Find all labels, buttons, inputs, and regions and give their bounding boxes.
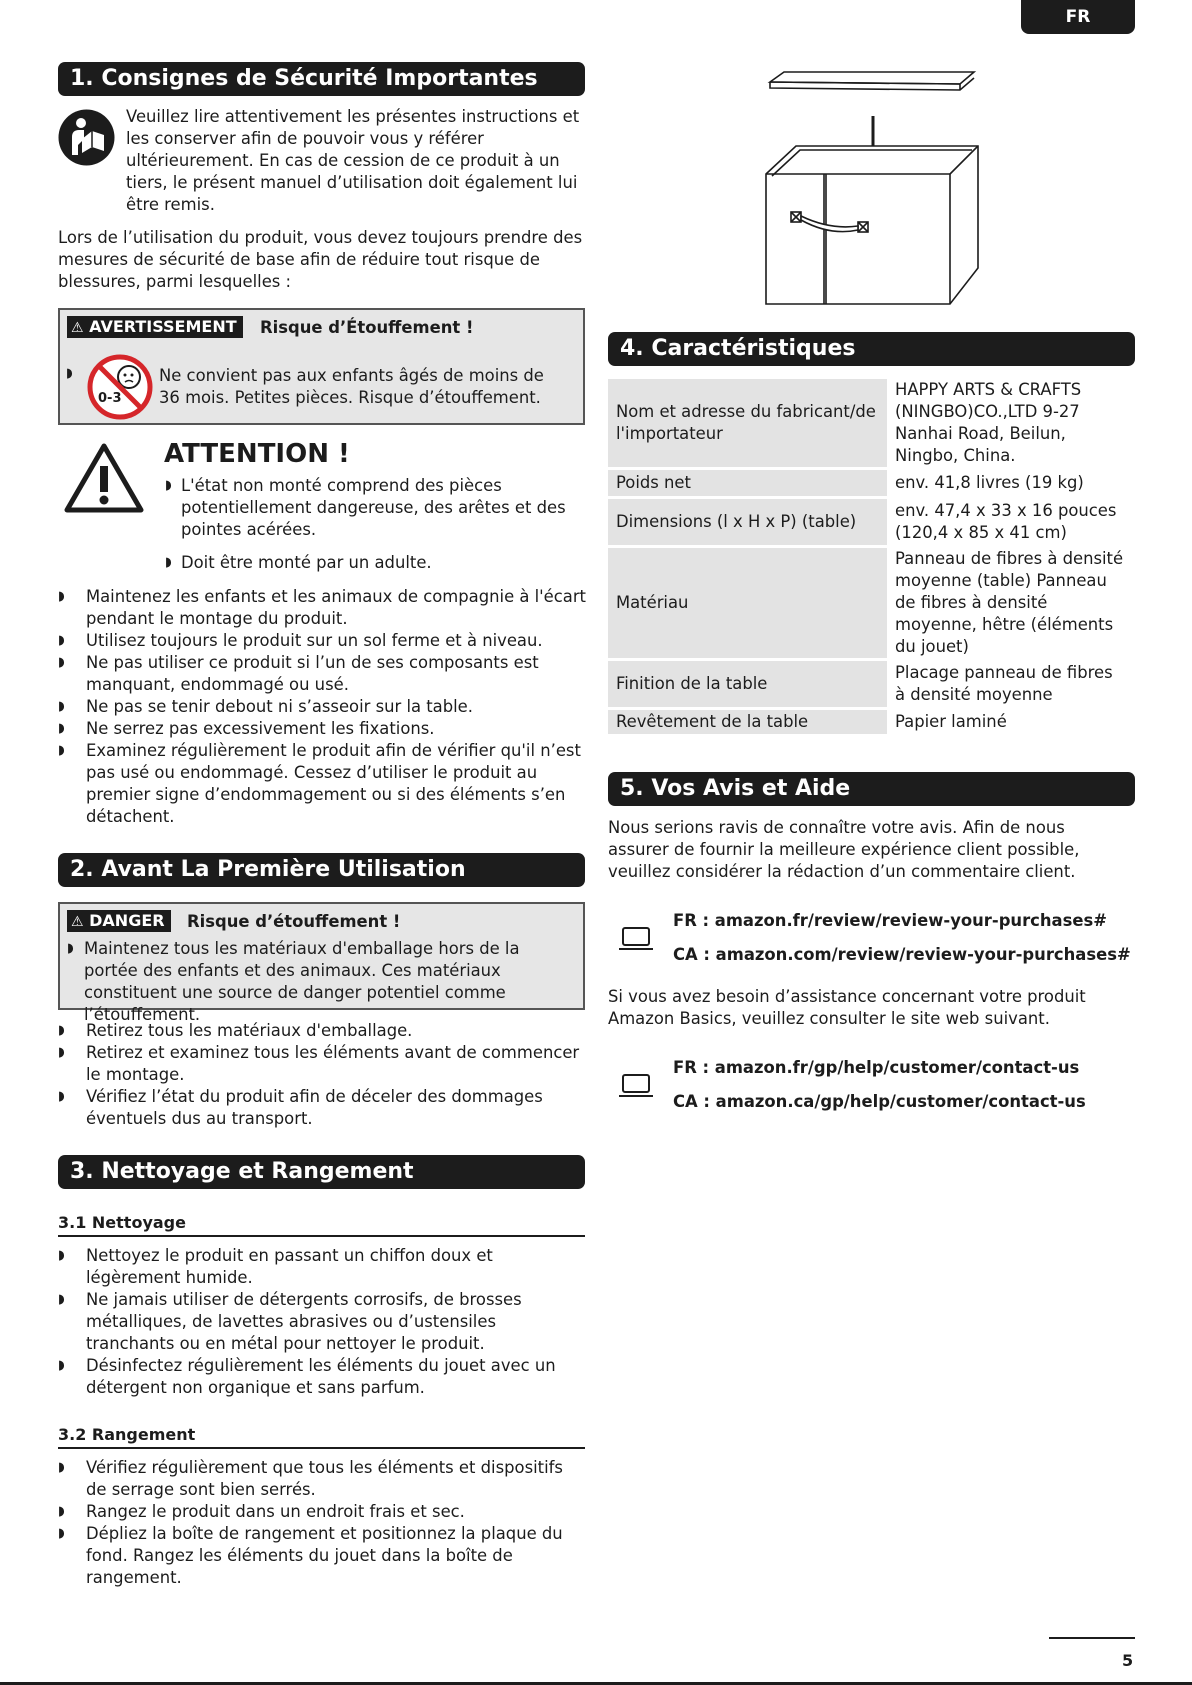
section4-title: 4. Caractéristiques [608, 332, 1135, 366]
spec-key: Matériau [608, 548, 887, 658]
laptop-icon [618, 925, 654, 953]
list-item: ◗ Désinfectez régulièrement les éléments du jouet avec un détergent non organique et sans parfum. [58, 1356, 556, 1397]
spec-key: Revêtement de la table [608, 710, 887, 734]
spec-value: Panneau de fibres à densité moyenne (table) Panneau de fibres à densité moyenne, hêtre (éléments du jouet) [895, 549, 1124, 656]
subsection-title-rangement: 3.2 Rangement [58, 1425, 585, 1449]
spec-key: Finition de la table [608, 661, 887, 707]
section1-intro: Veuillez lire attentivement les présentes instructions et les conserver afin de pouvoir vous y référer ultérieurement. En cas de cession de ce produit à un tiers, le présent manuel d’utilisation doit également lui être remis. [126, 107, 580, 214]
language-tab: FR [1021, 0, 1135, 34]
section5-intro: Nous serions ravis de connaître votre avis. Afin de nous assurer de fournir la meilleure expérience client possible, veuillez considérer la rédaction d’un commentaire client. [608, 818, 1080, 881]
warning-triangle-icon: ⚠ [71, 914, 84, 930]
bullet-icon: ◗ [58, 589, 65, 604]
table-row [608, 548, 1135, 658]
section1-title: 1. Consignes de Sécurité Importantes [58, 62, 585, 96]
table-row [608, 661, 1135, 707]
warning-triangle-icon [64, 442, 144, 514]
read-manual-icon [58, 109, 115, 166]
list-item: ◗ Retirez tous les matériaux d'emballage. [58, 1021, 413, 1040]
footer-divider [1049, 1637, 1135, 1639]
bullet-icon: ◗ [165, 555, 172, 570]
list-item: ◗ Nettoyez le produit en passant un chiffon doux et légèrement humide. [58, 1246, 493, 1287]
list-item: ◗ Retirez et examinez tous les éléments avant de commencer le montage. [58, 1043, 580, 1084]
spec-value: Papier laminé [895, 712, 1007, 731]
bullet-icon: ◗ [58, 721, 65, 736]
section1-lead: Lors de l’utilisation du produit, vous devez toujours prendre des mesures de sécurité de base afin de réduire tout risque de blessures, parmi lesquelles : [58, 228, 583, 291]
bullet-icon: ◗ [58, 1504, 65, 1519]
spec-value: HAPPY ARTS & CRAFTS (NINGBO)CO.,LTD 9-27 Nanhai Road, Beilun, Ningbo, China. [895, 380, 1082, 465]
bullet-icon: ◗ [58, 1358, 65, 1373]
bullet-icon: ◗ [58, 1460, 65, 1475]
warning-title: Risque d’Étouffement ! [260, 318, 474, 337]
danger-title: Risque d’étouffement ! [187, 912, 401, 931]
spec-key: Dimensions (l x H x P) (table) [608, 499, 887, 545]
bullet-icon: ◗ [58, 1292, 65, 1307]
spec-value: env. 47,4 x 33 x 16 pouces (120,4 x 85 x 41 cm) [895, 501, 1117, 542]
specifications-table [608, 376, 1135, 737]
spec-key: Nom et adresse du fabricant/de l'importateur [608, 379, 887, 467]
bullet-icon: ◗ [58, 1248, 65, 1263]
warning-label: ⚠ AVERTISSEMENT [67, 316, 243, 338]
storage-box-illustration [760, 68, 980, 310]
page-number: 5 [1122, 1651, 1134, 1670]
help-link-ca[interactable]: CA : amazon.ca/gp/help/customer/contact-us [673, 1092, 1086, 1111]
list-item: ◗ Rangez le produit dans un endroit frais et sec. [58, 1502, 465, 1521]
bullet-icon: ◗ [58, 699, 65, 714]
list-item: ◗ Dépliez la boîte de rangement et positionnez la plaque du fond. Rangez les éléments du jouet dans la boîte de rangement. [58, 1524, 563, 1587]
review-link-ca[interactable]: CA : amazon.com/review/review-your-purchases# [673, 945, 1131, 964]
bullet-icon: ◗ [58, 743, 65, 758]
attention-item: ◗ Doit être monté par un adulte. [165, 553, 432, 572]
bullet-icon: ◗ [58, 1089, 65, 1104]
bullet-icon: ◗ [58, 1045, 65, 1060]
help-link-fr[interactable]: FR : amazon.fr/gp/help/customer/contact-us [673, 1058, 1080, 1077]
laptop-icon [618, 1072, 654, 1100]
list-item: ◗ Utilisez toujours le produit sur un sol ferme et à niveau. [58, 631, 543, 650]
bullet-icon: ◗ [67, 941, 74, 956]
section3-title: 3. Nettoyage et Rangement [58, 1155, 585, 1189]
section2-title: 2. Avant La Première Utilisation [58, 853, 585, 887]
no-children-0-3-icon: 0-3 [86, 353, 154, 421]
list-item: ◗ Ne pas utiliser ce produit si l’un de ses composants est manquant, endommagé ou usé. [58, 653, 539, 694]
list-item: ◗ Vérifiez régulièrement que tous les éléments et dispositifs de serrage sont bien serrés. [58, 1458, 563, 1499]
section5-title: 5. Vos Avis et Aide [608, 772, 1135, 806]
spec-value: env. 41,8 livres (19 kg) [895, 473, 1084, 492]
bullet-icon: ◗ [58, 633, 65, 648]
bullet-icon: ◗ [165, 478, 172, 493]
subsection-title-nettoyage: 3.1 Nettoyage [58, 1213, 585, 1237]
list-item: ◗ Maintenez les enfants et les animaux de compagnie à l'écart pendant le montage du produit. [58, 587, 586, 628]
attention-item: ◗ L'état non monté comprend des pièces potentiellement dangereuse, des arêtes et des pointes acérées. [165, 476, 566, 539]
bullet-icon: ◗ [58, 1023, 65, 1038]
table-row [608, 710, 1135, 734]
warning-text: Ne convient pas aux enfants âgés de moins de 36 mois. Petites pièces. Risque d’étouffement. [159, 366, 544, 407]
table-row [608, 470, 1135, 496]
bullet-icon: ◗ [58, 1526, 65, 1541]
warning-triangle-icon: ⚠ [71, 320, 84, 336]
list-item: ◗ Ne serrez pas excessivement les fixations. [58, 719, 435, 738]
bullet-icon: ◗ [58, 655, 65, 670]
list-item: ◗ Examinez régulièrement le produit afin de vérifier qu'il n’est pas usé ou endommagé. Cessez d’utiliser le produit au premier signe d’endommagement ou si des éléments s’en détachent. [58, 741, 581, 826]
spec-key: Poids net [608, 470, 887, 496]
table-row [608, 379, 1135, 467]
table-row [608, 499, 1135, 545]
list-item: ◗ Vérifiez l’état du produit afin de déceler des dommages éventuels dus au transport. [58, 1087, 543, 1128]
attention-title: ATTENTION ! [164, 439, 350, 469]
danger-label: ⚠ DANGER [67, 910, 171, 932]
list-item: ◗ Ne jamais utiliser de détergents corrosifs, de brosses métalliques, de lavettes abrasives ou d’ustensiles tranchants ou en métal pour nettoyer le produit. [58, 1290, 522, 1353]
list-item: ◗ Ne pas se tenir debout ni s’asseoir sur la table. [58, 697, 473, 716]
review-link-fr[interactable]: FR : amazon.fr/review/review-your-purchases# [673, 911, 1107, 930]
danger-text: ◗ Maintenez tous les matériaux d'emballage hors de la portée des enfants et des animaux. Ces matériaux constituent une source de danger potentiel comme l’étouffement. [67, 939, 520, 1024]
bullet-icon: ◗ [66, 366, 73, 381]
spec-value: Placage panneau de fibres à densité moyenne [895, 663, 1113, 704]
section5-help-text: Si vous avez besoin d’assistance concernant votre produit Amazon Basics, veuillez consulter le site web suivant. [608, 987, 1086, 1028]
